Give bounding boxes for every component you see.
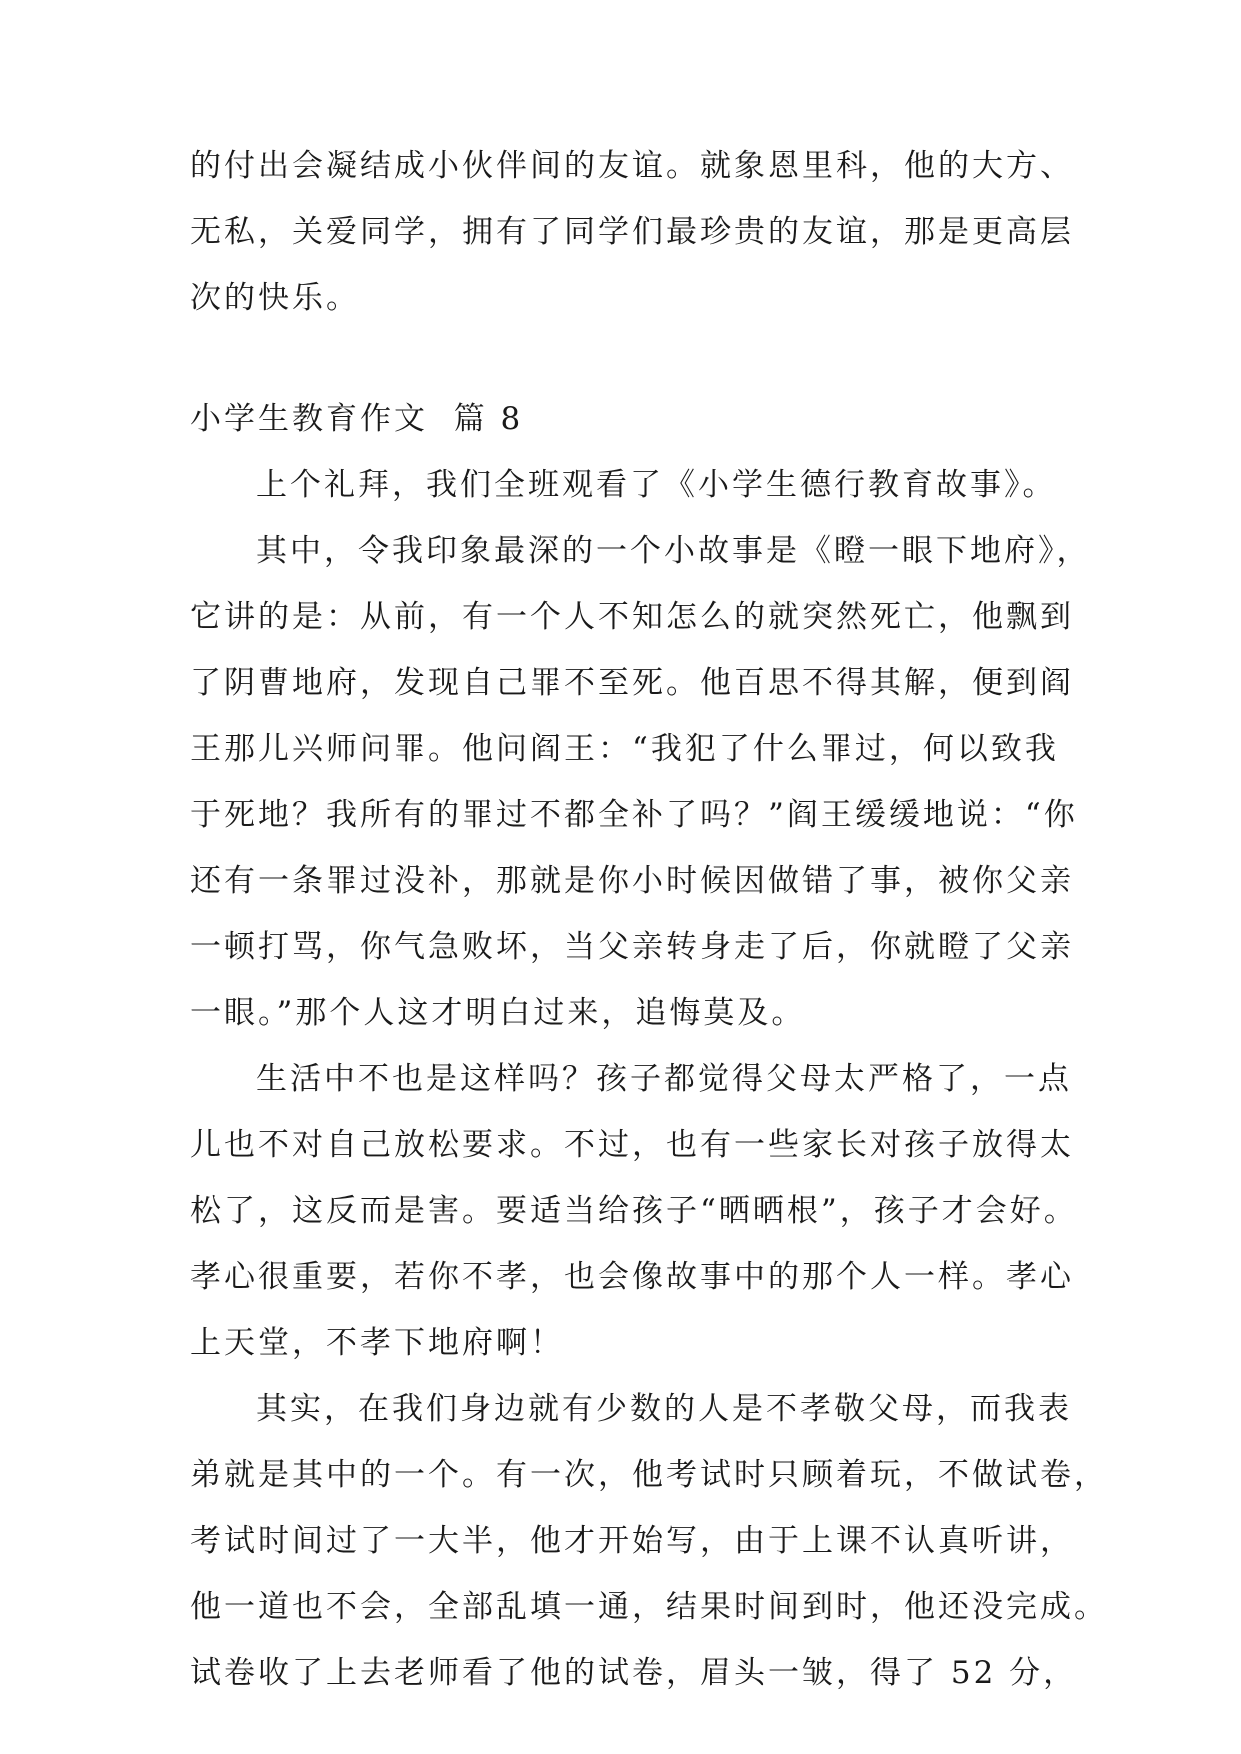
text-line: 次的快乐。 xyxy=(190,280,360,316)
text-line: 孝心很重要，若你不孝，也会像故事中的那个人一样。孝心 xyxy=(190,1259,1074,1295)
text-line: 上天堂，不孝下地府啊！ xyxy=(190,1325,564,1361)
text-line: 松了，这反而是害。要适当给孩子“晒晒根”，孩子才会好。 xyxy=(190,1193,1078,1229)
text-line: 试卷收了上去老师看了他的试卷，眉头一皱，得了 52 分， xyxy=(190,1655,1078,1691)
text-line: 无私，关爱同学，拥有了同学们最珍贵的友谊，那是更高层 xyxy=(190,214,1074,250)
section-heading xyxy=(190,386,1070,452)
text-line: 生活中不也是这样吗？孩子都觉得父母太严格了，一点 xyxy=(256,1061,1072,1097)
paragraph-2 xyxy=(190,518,1091,1046)
paragraph-3 xyxy=(190,1046,1078,1376)
text-line: 王那儿兴师问罪。他问阎王：“我犯了什么罪过，何以致我 xyxy=(190,731,1059,767)
text-line: 一顿打骂，你气急败坏，当父亲转身走了后，你就瞪了父亲 xyxy=(190,929,1074,965)
text-line: 考试时间过了一大半，他才开始写，由于上课不认真听讲， xyxy=(190,1523,1074,1559)
text-line: 弟就是其中的一个。有一次，他考试时只顾着玩，不做试卷， xyxy=(190,1457,1108,1493)
continuation-paragraph xyxy=(190,133,1074,331)
text-line: 的付出会凝结成小伙伴间的友谊。就象恩里科，他的大方、 xyxy=(190,148,1074,184)
paragraph-4 xyxy=(190,1376,1108,1706)
section-title: 小学生教育作文 篇 8 xyxy=(190,401,524,437)
text-line: 于死地？我所有的罪过不都全补了吗？”阎王缓缓地说：“你 xyxy=(190,797,1078,833)
text-line: 其中，令我印象最深的一个小故事是《瞪一眼下地府》， xyxy=(256,533,1091,569)
text-line: 了阴曹地府，发现自己罪不至死。他百思不得其解，便到阎 xyxy=(190,665,1074,701)
text-line: 还有一条罪过没补，那就是你小时候因做错了事，被你父亲 xyxy=(190,863,1074,899)
text-line: 上个礼拜，我们全班观看了《小学生德行教育故事》。 xyxy=(256,467,1057,503)
text-line: 其实，在我们身边就有少数的人是不孝敬父母，而我表 xyxy=(256,1391,1072,1427)
text-line: 他一道也不会，全部乱填一通，结果时间到时，他还没完成。 xyxy=(190,1589,1108,1625)
text-line: 一眼。”那个人这才明白过来，追悔莫及。 xyxy=(190,995,806,1031)
text-line: 它讲的是：从前，有一个人不知怎么的就突然死亡，他飘到 xyxy=(190,599,1074,635)
text-line: 儿也不对自己放松要求。不过，也有一些家长对孩子放得太 xyxy=(190,1127,1074,1163)
paragraph-1 xyxy=(190,452,1070,518)
